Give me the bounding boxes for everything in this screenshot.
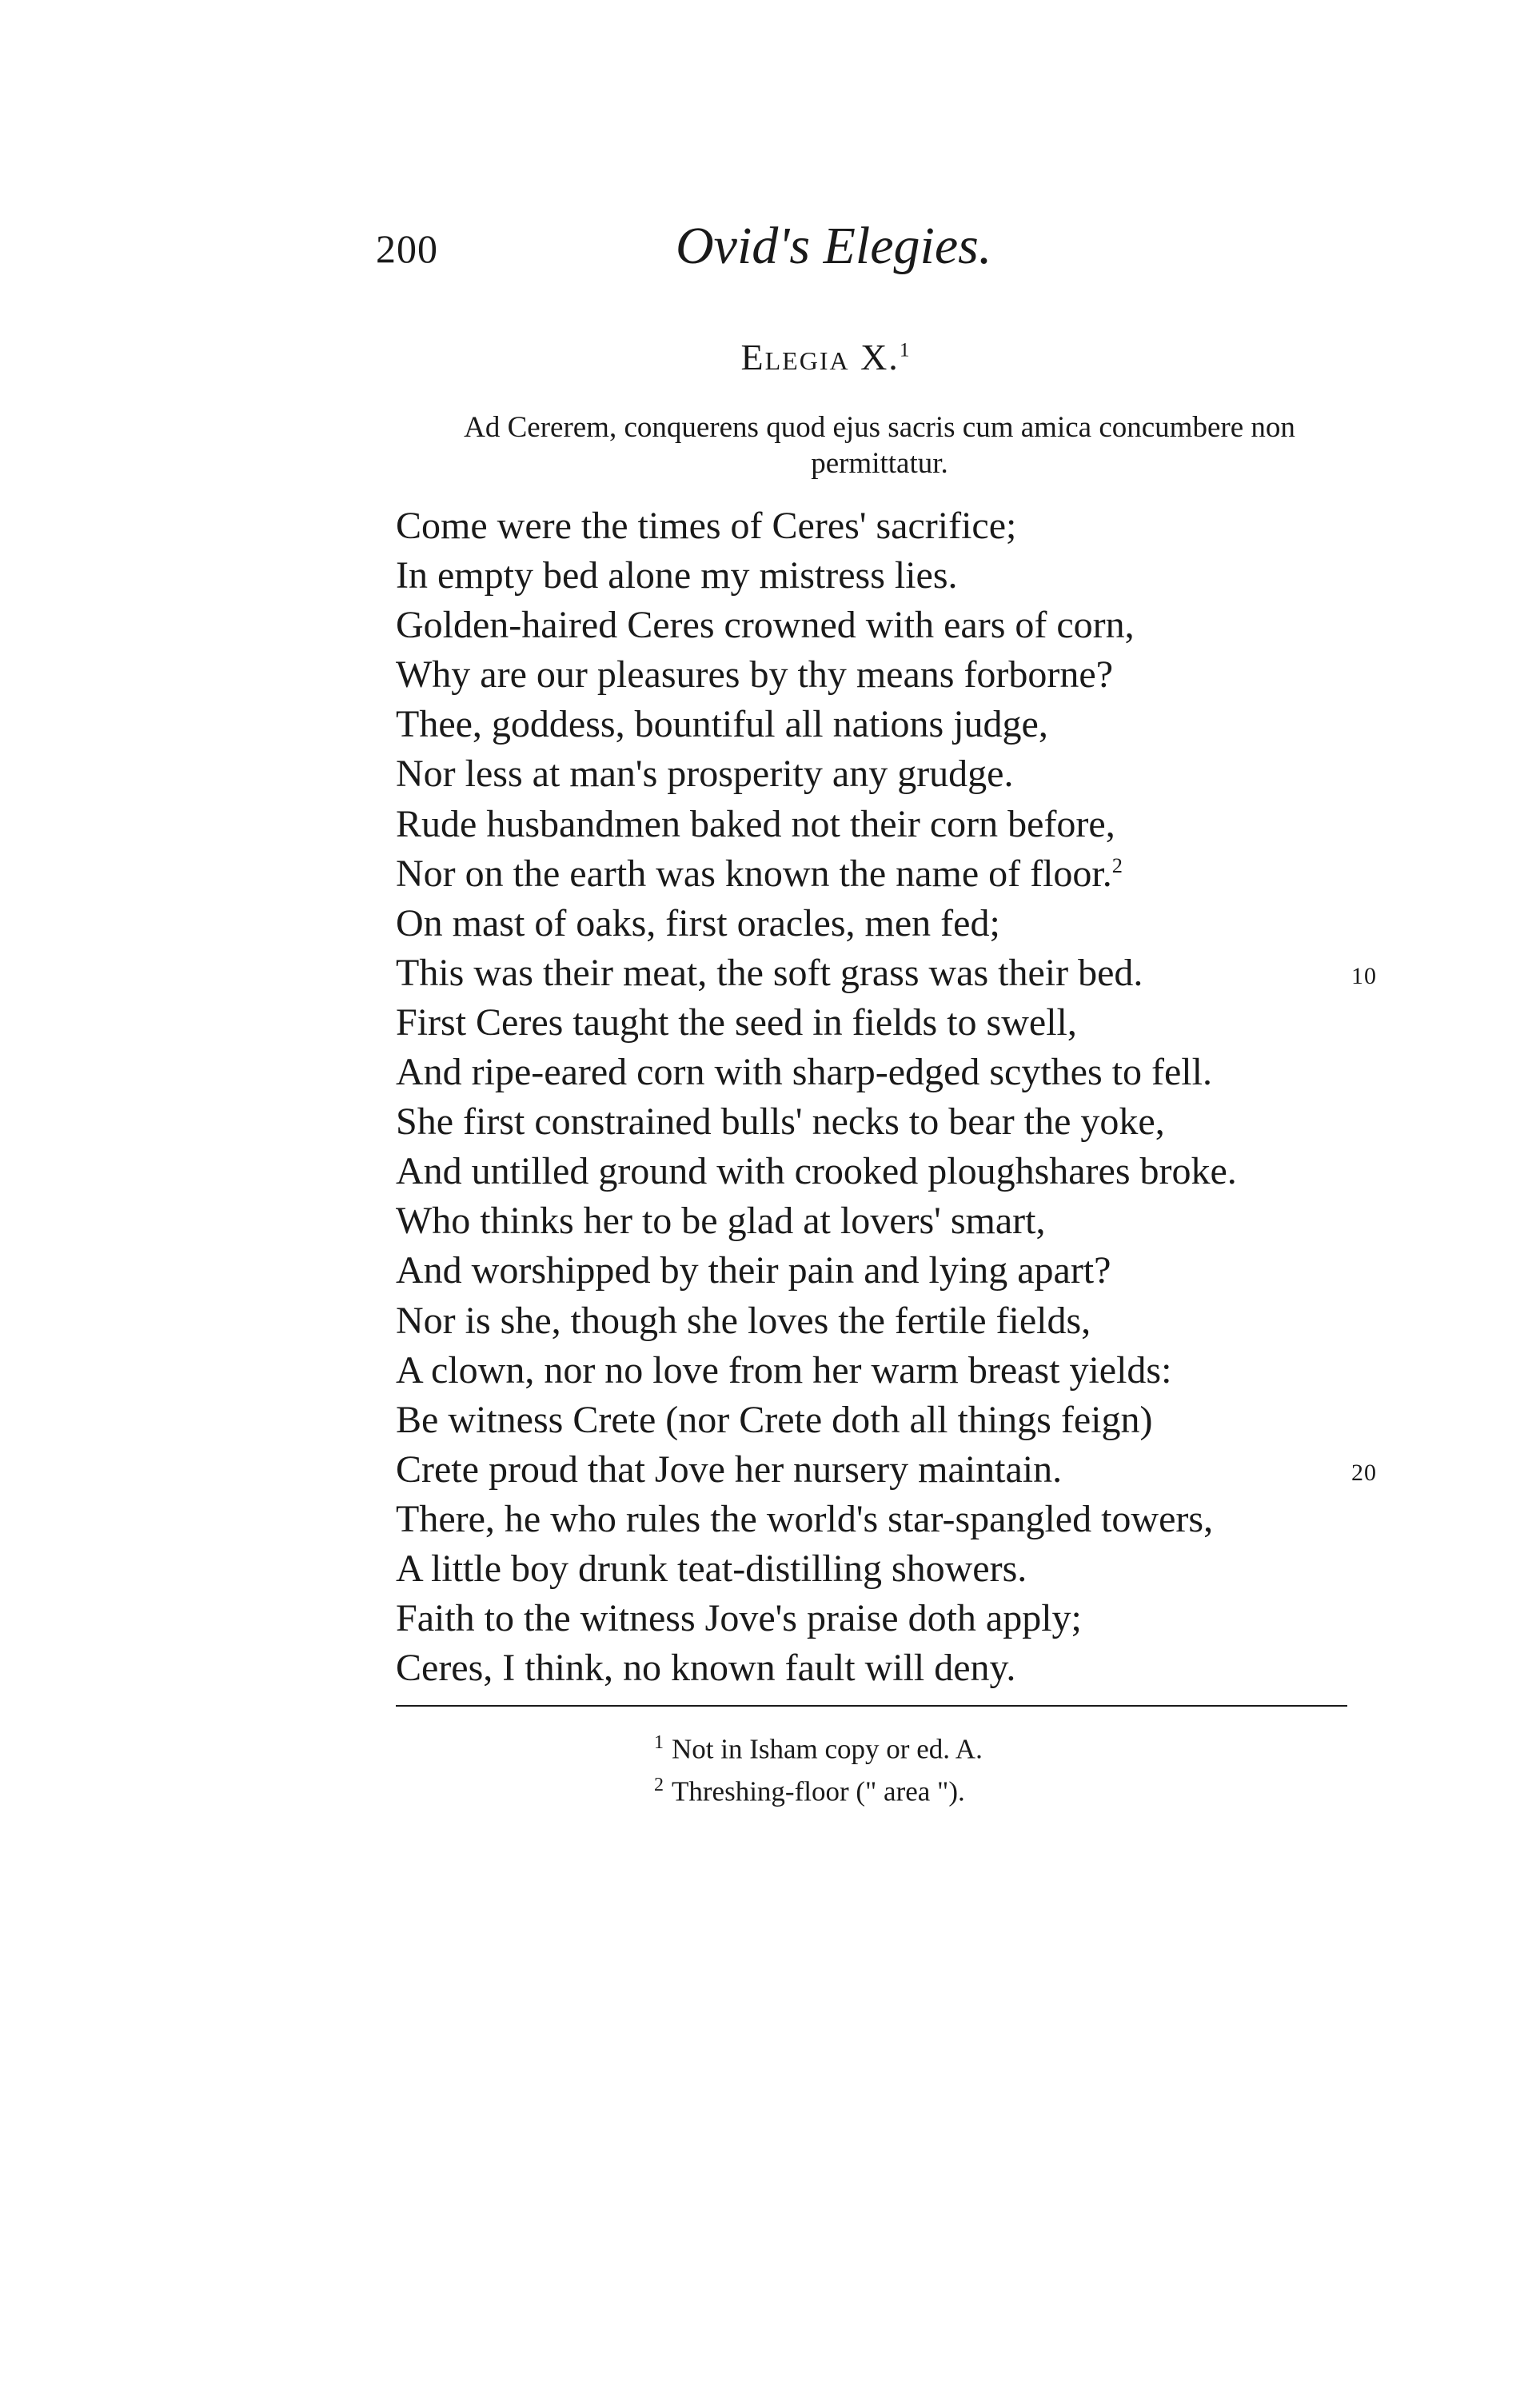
poem-line xyxy=(396,1296,1395,1346)
poem-line xyxy=(396,1196,1395,1246)
poem-line xyxy=(396,998,1395,1048)
footnote-2 xyxy=(654,1767,983,1810)
poem-line xyxy=(396,1396,1395,1445)
poem-line xyxy=(396,1246,1395,1296)
poem-line-text: Thee, goddess, bountiful all nations judge, xyxy=(396,703,1048,746)
poem-line xyxy=(396,800,1395,849)
poem-line xyxy=(396,1346,1395,1396)
poem-line-text: First Ceres taught the seed in fields to swell, xyxy=(396,1000,1077,1044)
poem-line xyxy=(396,1048,1395,1097)
poem-line-text: Nor is she, though she loves the fertile fields, xyxy=(396,1299,1091,1342)
poem-line xyxy=(396,1445,1395,1495)
poem-line xyxy=(396,1594,1395,1643)
poem-line-text: Rude husbandmen baked not their corn before, xyxy=(396,802,1115,845)
footnote-text: Not in Isham copy or ed. A. xyxy=(672,1733,983,1765)
poem-line-text: She first constrained bulls' necks to bear the yoke, xyxy=(396,1100,1165,1144)
footnote-mark: 2 xyxy=(654,1774,664,1795)
line-number-10: 10 xyxy=(1351,962,1377,989)
poem-line-text: Why are our pleasures by thy means forborne? xyxy=(396,653,1113,697)
page-number: 200 xyxy=(376,226,438,271)
elegy-title-text: Elegia X. xyxy=(740,337,900,377)
footnote-mark: 1 xyxy=(654,1732,664,1753)
elegy-argument: Ad Cererem, conquerens quod ejus sacris cum amica concumbere non permittatur. xyxy=(464,411,1295,480)
poem-line-text: Come were the times of Ceres' sacrifice; xyxy=(396,505,1017,547)
poem-line-text: Nor less at man's prosperity any grudge. xyxy=(396,753,1014,796)
poem-line xyxy=(396,849,1395,899)
poem-line-text: And untilled ground with crooked ploughshares broke. xyxy=(396,1150,1237,1193)
footnote-text: Threshing-floor (" area "). xyxy=(672,1775,965,1807)
footnote-ref-2: 2 xyxy=(1111,853,1123,877)
footnotes xyxy=(654,1725,983,1809)
poem-line xyxy=(396,749,1395,799)
poem-line-text: Who thinks her to be glad at lovers' smart, xyxy=(396,1200,1046,1243)
poem-line xyxy=(396,948,1395,998)
poem-line-text: There, he who rules the world's star-spangled towers, xyxy=(396,1497,1214,1540)
poem-line xyxy=(396,700,1395,749)
poem-line-text: And ripe-eared corn with sharp-edged scythes to fell. xyxy=(396,1051,1212,1094)
poem-line xyxy=(396,1643,1395,1693)
poem-line xyxy=(396,899,1395,948)
footnote-ref-1: 1 xyxy=(899,338,912,361)
poem-line-text: Crete proud that Jove her nursery maintain. xyxy=(396,1448,1063,1491)
footnote-1 xyxy=(654,1725,983,1767)
poem-line-text: Ceres, I think, no known fault will deny. xyxy=(396,1647,1016,1690)
poem-line xyxy=(396,501,1395,551)
poem-line-text: A little boy drunk teat-distilling showers. xyxy=(396,1547,1027,1590)
poem-line xyxy=(396,551,1395,601)
poem-line-text: And worshipped by their pain and lying apart? xyxy=(396,1249,1111,1292)
line-number-20: 20 xyxy=(1351,1459,1377,1486)
poem-line xyxy=(396,601,1395,650)
poem-line xyxy=(396,1147,1395,1196)
poem-line xyxy=(396,1097,1395,1147)
poem-line-text: Faith to the witness Jove's praise doth apply; xyxy=(396,1597,1082,1640)
footnote-divider xyxy=(396,1705,1347,1707)
poem-line xyxy=(396,650,1395,700)
elegy-title xyxy=(0,336,1540,378)
poem-text xyxy=(396,501,1395,1693)
poem-line-text: A clown, nor no love from her warm breast yields: xyxy=(396,1348,1172,1392)
poem-line-text: Golden-haired Ceres crowned with ears of corn, xyxy=(396,604,1135,647)
poem-line-text: In empty bed alone my mistress lies. xyxy=(396,554,958,597)
running-title: Ovid's Elegies. xyxy=(676,217,992,275)
poem-line-text: Be witness Crete (nor Crete doth all things feign) xyxy=(396,1398,1153,1441)
poem-line xyxy=(396,1495,1395,1544)
poem-line-text: On mast of oaks, first oracles, men fed; xyxy=(396,901,1000,944)
poem-line-text: This was their meat, the soft grass was their bed. xyxy=(396,951,1143,994)
poem-line-text: Nor on the earth was known the name of floor. xyxy=(396,852,1112,895)
poem-line xyxy=(396,1544,1395,1594)
